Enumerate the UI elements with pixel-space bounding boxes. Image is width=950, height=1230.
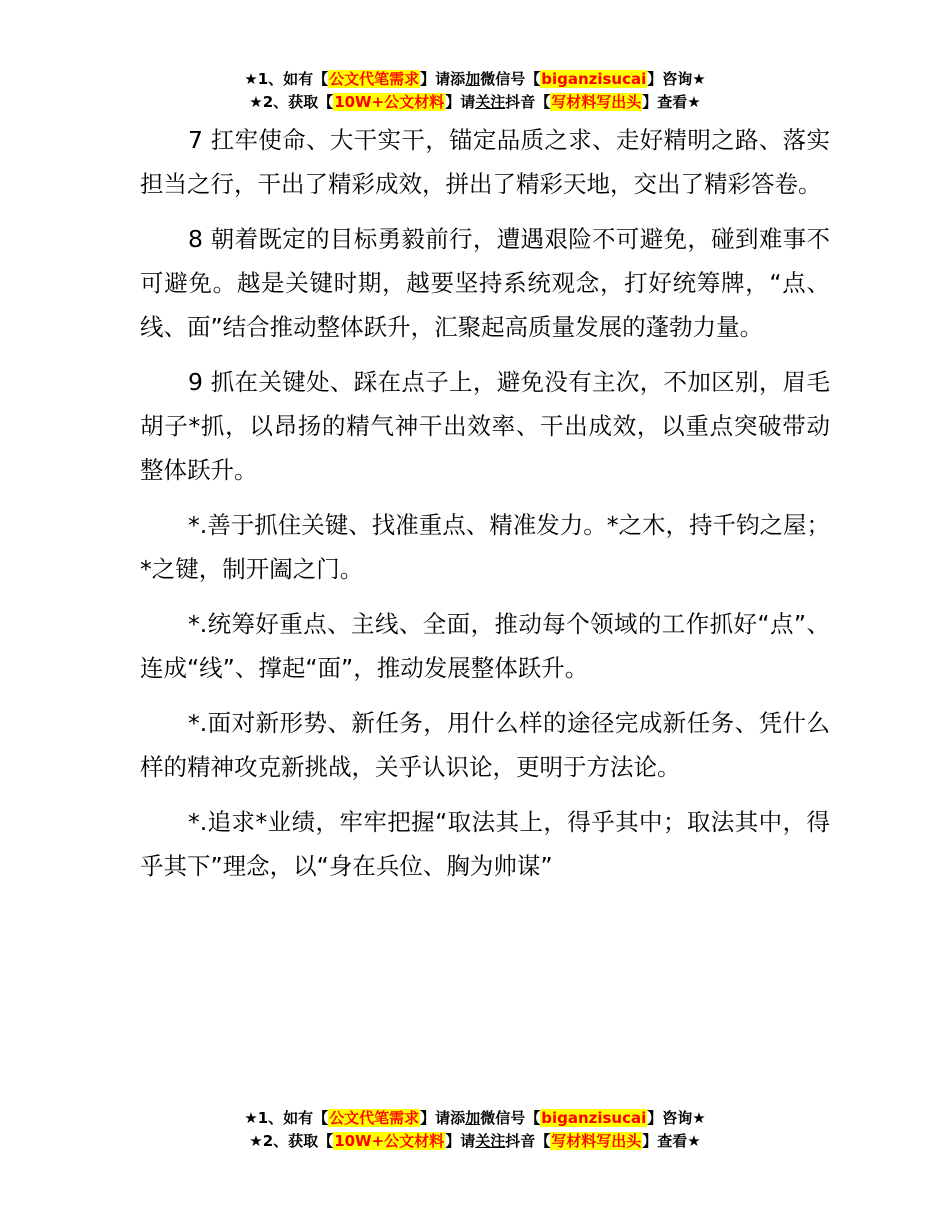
banner-text: 】请添 (420, 70, 466, 88)
highlight-materials: 10W+公文材料 (334, 93, 445, 111)
banner-text: 】查看★ (642, 93, 701, 111)
banner-line-2 (0, 1130, 950, 1153)
header-banner (0, 68, 950, 114)
highlight-wechat-id: biganzisucai (541, 70, 647, 88)
paragraph: *.追求*业绩，牢牢把握“取法其上，得乎其中；取法其中，得乎其下”理念，以“身在兵位、胸为帅谋” (140, 808, 830, 880)
highlight-materials: 10W+公文材料 (334, 1132, 445, 1150)
banner-underlined-text: 加 (465, 70, 481, 88)
paragraph: 8 朝着既定的目标勇毅前行，遭遇艰险不可避免，碰到难事不可避免。越是关键时期，越要坚持系统观念，打好统筹牌，“点、线、面”结合推动整体跃升，汇聚起高质量发展的蓬勃力量。 (140, 225, 830, 341)
paragraph: *.统筹好重点、主线、全面，推动每个领域的工作抓好“点”、连成“线”、撑起“面”，推动发展整体跃升。 (140, 610, 830, 682)
highlight-douyin-account: 写材料写出头 (551, 1132, 642, 1150)
document-body (140, 118, 830, 899)
banner-text: 抖音【 (505, 1132, 551, 1150)
banner-line-1 (0, 68, 950, 91)
banner-underlined-text: 关注 (475, 93, 506, 111)
banner-text: 】请 (445, 1132, 476, 1150)
paragraph: 9 抓在关键处、踩在点子上，避免没有主次，不加区别，眉毛胡子*抓，以昂扬的精气神干出效率、干出成效，以重点突破带动整体跃升。 (140, 368, 830, 484)
banner-text: 微信号【 (480, 1109, 541, 1127)
banner-text: ★1、如有【 (244, 70, 329, 88)
highlight-service: 公文代笔需求 (329, 1109, 420, 1127)
banner-underlined-text: 关注 (475, 1132, 506, 1150)
paragraph: *.面对新形势、新任务，用什么样的途径完成新任务、凭什么样的精神攻克新挑战，关乎认识论，更明于方法论。 (140, 709, 830, 781)
banner-text: ★1、如有【 (244, 1109, 329, 1127)
banner-text: 】请添 (420, 1109, 466, 1127)
banner-text: 】咨询★ (647, 70, 706, 88)
banner-text: 】咨询★ (647, 1109, 706, 1127)
banner-line-1 (0, 1107, 950, 1130)
banner-underlined-text: 加 (465, 1109, 481, 1127)
paragraph: *.善于抓住关键、找准重点、精准发力。*之木，持千钧之屋；*之键，制开阖之门。 (140, 511, 830, 583)
banner-text: 】请 (445, 93, 476, 111)
banner-text: ★2、获取【 (249, 1132, 334, 1150)
paragraph: 7 扛牢使命、大干实干，锚定品质之求、走好精明之路、落实担当之行，干出了精彩成效，拼出了精彩天地，交出了精彩答卷。 (140, 126, 830, 198)
banner-text: 】查看★ (642, 1132, 701, 1150)
highlight-douyin-account: 写材料写出头 (551, 93, 642, 111)
banner-text: ★2、获取【 (249, 93, 334, 111)
highlight-wechat-id: biganzisucai (541, 1109, 647, 1127)
banner-text: 抖音【 (505, 93, 551, 111)
banner-text: 微信号【 (480, 70, 541, 88)
footer-banner (0, 1107, 950, 1153)
highlight-service: 公文代笔需求 (329, 70, 420, 88)
banner-line-2 (0, 91, 950, 114)
